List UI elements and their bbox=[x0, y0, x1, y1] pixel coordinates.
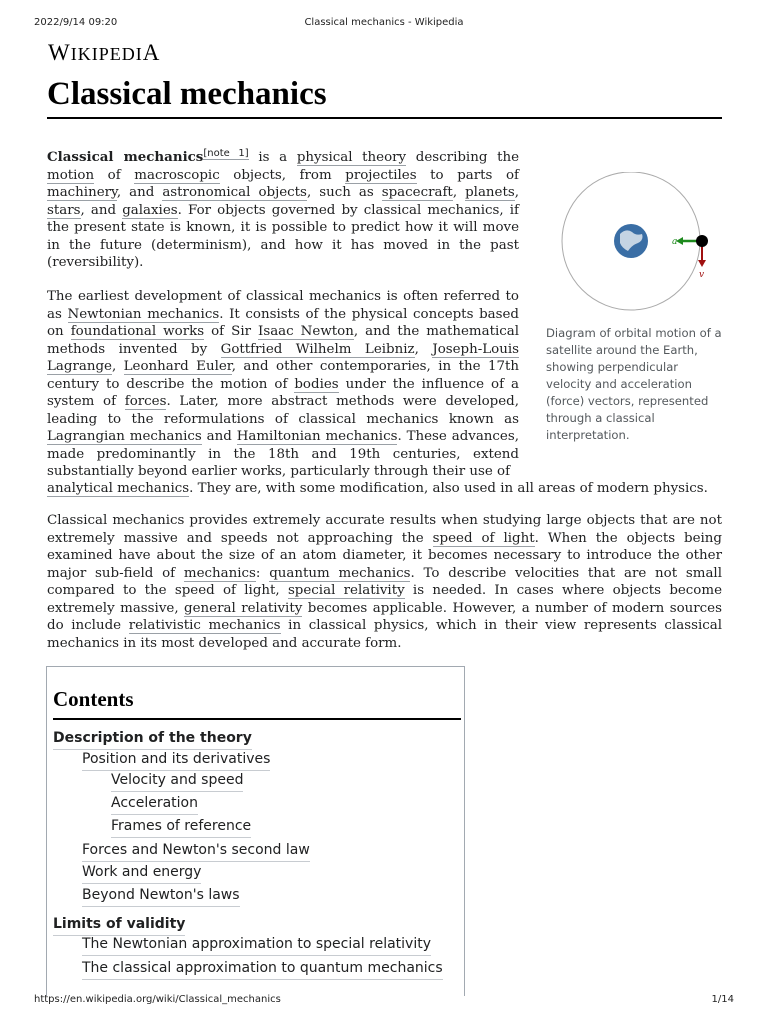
text: . These advances, made predominantly in the 18th and 19th centuries, extend substantially beyond earlier works, particularly through their use of bbox=[47, 429, 519, 479]
link-mechanics[interactable]: mechanics bbox=[183, 565, 256, 581]
text: , bbox=[514, 185, 519, 200]
link-stars[interactable]: stars bbox=[47, 202, 81, 218]
text: of bbox=[94, 167, 135, 183]
toc-item[interactable]: Velocity and speed bbox=[111, 771, 243, 792]
text: . They are, with some modification, also used in all areas of modern physics. bbox=[189, 481, 708, 496]
toc-item[interactable]: The Newtonian approximation to special relativity bbox=[82, 935, 431, 956]
text: . For objects governed by classical mechanics, if the present state is known, it is possible to predict how it will move in the future (determinism), and how it has moved in the past (reversibility). bbox=[47, 202, 519, 270]
link-isaac-newton[interactable]: Isaac Newton bbox=[258, 324, 354, 339]
text: , such as bbox=[306, 185, 382, 200]
wikipedia-wordmark[interactable] bbox=[48, 40, 160, 66]
intro-paragraph-3 bbox=[47, 512, 722, 652]
text: , bbox=[111, 359, 124, 374]
lead-term: Classical mechanics bbox=[47, 149, 204, 165]
link-analytical-mechanics[interactable]: analytical mechanics bbox=[47, 481, 190, 496]
link-euler[interactable]: Leonhard Euler bbox=[123, 359, 232, 374]
table-of-contents bbox=[46, 666, 465, 996]
toc-item[interactable]: Limits of validity bbox=[53, 915, 185, 936]
print-page-number: 1/14 bbox=[711, 994, 734, 1005]
text: . It consists of the physical concepts based on bbox=[47, 306, 519, 339]
figure-caption: Diagram of orbital motion of a satellite around the Earth, showing perpendicular velocity and acceleration (force) vectors, represented through a classical interpretation. bbox=[546, 326, 722, 442]
toc-item[interactable]: Description of the theory bbox=[53, 729, 252, 750]
text: . To describe velocities that are not small compared to the speed of light, bbox=[47, 565, 722, 598]
link-lagrange[interactable]: Joseph-Louis Lagrange bbox=[47, 341, 520, 374]
note-1-link[interactable]: [note 1] bbox=[203, 147, 249, 159]
text: , and other contemporaries, in the 17th century to describe the motion of bbox=[47, 359, 520, 392]
link-spacecraft[interactable]: spacecraft bbox=[381, 185, 453, 200]
toc-item[interactable]: Forces and Newton's second law bbox=[82, 841, 310, 862]
toc-item[interactable]: Work and energy bbox=[82, 863, 201, 884]
link-relativistic-mechanics[interactable]: relativistic mechanics bbox=[128, 618, 281, 633]
link-foundational-works[interactable]: foundational works bbox=[70, 324, 205, 339]
toc-item[interactable]: Acceleration bbox=[111, 794, 198, 815]
intro-paragraph-2 bbox=[47, 288, 519, 481]
text: The earliest development of classical mechanics is often referred to as bbox=[47, 289, 519, 322]
link-leibniz[interactable]: Gottfried Wilhelm Leibniz bbox=[220, 341, 415, 357]
toc-item[interactable]: The classical approximation to quantum mechanics bbox=[82, 959, 443, 980]
link-projectiles[interactable]: projectiles bbox=[345, 167, 417, 183]
text: and bbox=[201, 429, 237, 444]
text: : bbox=[255, 565, 270, 581]
orbit-diagram bbox=[540, 172, 720, 322]
link-quantum-mechanics[interactable]: quantum mechanics bbox=[269, 565, 411, 581]
link-machinery[interactable]: machinery bbox=[47, 185, 117, 200]
link-newtonian-mechanics[interactable]: Newtonian mechanics bbox=[67, 306, 220, 322]
toc-item[interactable]: Beyond Newton's laws bbox=[82, 886, 240, 907]
text: to parts of bbox=[416, 167, 519, 183]
print-url: https://en.wikipedia.org/wiki/Classical_mechanics bbox=[34, 994, 281, 1005]
text: . When the objects being examined have about the size of an atom diameter, it becomes necessary to introduce the other major sub-field of bbox=[47, 530, 723, 581]
link-forces[interactable]: forces bbox=[124, 394, 167, 409]
satellite-dot bbox=[696, 235, 708, 247]
link-planets[interactable]: planets bbox=[465, 185, 515, 200]
text: in classical physics, which in their view represents classical mechanics in its most developed and accurate form. bbox=[47, 618, 722, 651]
text: under the influence of a system of bbox=[47, 376, 519, 409]
toc-heading: Contents bbox=[53, 687, 134, 711]
link-speed-of-light[interactable]: speed of light bbox=[432, 530, 535, 546]
title-rule bbox=[47, 117, 722, 119]
wordmark-ikipedi: IKIPEDI bbox=[70, 44, 143, 64]
text: Classical mechanics provides extremely accurate results when studying large objects that are not extremely massive and speeds not approaching the bbox=[47, 513, 722, 546]
intro-paragraph-1 bbox=[47, 149, 519, 272]
toc-item[interactable]: Position and its derivatives bbox=[82, 750, 270, 771]
link-galaxies[interactable]: galaxies bbox=[122, 202, 178, 218]
label-v: v bbox=[699, 270, 705, 280]
link-special-relativity[interactable]: special relativity bbox=[287, 583, 405, 598]
text: of Sir bbox=[204, 324, 259, 339]
intro-paragraph-2-end bbox=[47, 480, 727, 498]
label-a: a bbox=[672, 237, 678, 247]
link-physical-theory[interactable]: physical theory bbox=[296, 150, 407, 165]
link-hamiltonian-mechanics[interactable]: Hamiltonian mechanics bbox=[236, 429, 398, 444]
wordmark-a: A bbox=[142, 40, 161, 65]
link-bodies[interactable]: bodies bbox=[294, 376, 339, 392]
link-motion[interactable]: motion bbox=[47, 167, 95, 183]
text: is a bbox=[248, 150, 297, 165]
text: , and bbox=[80, 202, 123, 218]
text: , bbox=[414, 341, 433, 357]
link-macroscopic[interactable]: macroscopic bbox=[134, 167, 220, 183]
text: , bbox=[452, 185, 466, 200]
link-astronomical-objects[interactable]: astronomical objects bbox=[162, 185, 307, 200]
page-title: Classical mechanics bbox=[47, 76, 327, 112]
text: objects, from bbox=[219, 167, 346, 183]
text: describing the bbox=[406, 150, 519, 165]
text: . Later, more abstract methods were developed, leading to the reformulations of classical mechanics known as bbox=[47, 394, 519, 427]
velocity-arrowhead bbox=[698, 260, 706, 267]
link-general-relativity[interactable]: general relativity bbox=[184, 600, 303, 616]
text: , and bbox=[116, 185, 163, 200]
toc-item[interactable]: Frames of reference bbox=[111, 817, 251, 838]
orbit-figure[interactable] bbox=[540, 172, 720, 322]
print-datetime: 2022/9/14 09:20 bbox=[34, 17, 118, 28]
text: , and the mathematical methods invented by bbox=[47, 324, 520, 357]
text: becomes applicable. However, a number of modern sources do include bbox=[47, 600, 722, 633]
link-lagrangian-mechanics[interactable]: Lagrangian mechanics bbox=[47, 429, 202, 444]
toc-rule bbox=[53, 718, 461, 720]
text: is needed. In cases where objects become extremely massive, bbox=[47, 583, 722, 616]
wordmark-w: W bbox=[48, 40, 71, 65]
print-title: Classical mechanics - Wikipedia bbox=[304, 17, 464, 28]
